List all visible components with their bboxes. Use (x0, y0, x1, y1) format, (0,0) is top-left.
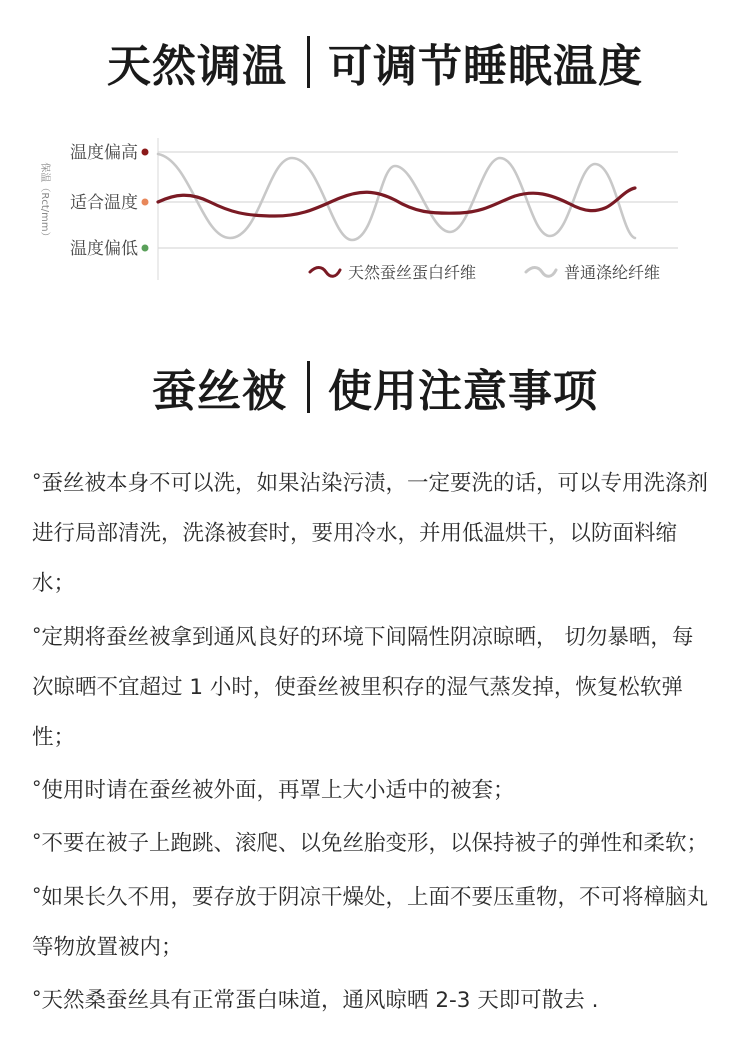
legend-swatch-polyester (526, 268, 556, 277)
temperature-chart (30, 120, 720, 295)
degree-mark: ° (32, 987, 42, 1010)
section-title-usage-notes (0, 355, 750, 419)
note-text: 蚕丝被本身不可以洗，如果沾染污渍，一定要洗的话，可以专用洗涤剂进行局部清洗，洗涤被套时，要用冷水，并用低温烘干，以防面料缩水； (32, 471, 709, 597)
section-title-temperature (0, 30, 750, 94)
usage-notes-list (32, 456, 712, 1026)
temperature-chart-svg (30, 120, 720, 295)
note-text: 如果长久不用，要存放于阴凉干燥处，上面不要压重物，不可将樟脑丸等物放置被内； (32, 884, 709, 960)
degree-mark: ° (32, 883, 42, 906)
note-item (32, 816, 712, 869)
note-item (32, 456, 712, 610)
y-level-label: 温度偏高 (70, 143, 138, 163)
title-divider (307, 36, 310, 88)
title-left-text: 蚕丝被 (152, 366, 287, 417)
title-right-text: 使用注意事项 (328, 366, 598, 417)
y-axis-labels (70, 143, 149, 259)
degree-mark: ° (32, 777, 42, 800)
note-text: 天然桑蚕丝具有正常蛋白味道，通风晾晒 2-3 天即可散去 . (41, 988, 599, 1014)
note-item (32, 610, 712, 764)
y-level-dot (142, 149, 149, 156)
y-level-label: 温度偏低 (70, 239, 138, 259)
title-right-text: 可调节睡眠温度 (328, 41, 643, 92)
note-text: 使用时请在蚕丝被外面，再罩上大小适中的被套； (41, 778, 515, 804)
note-item (32, 763, 712, 816)
y-level-dot (142, 245, 149, 252)
chart-legend (310, 263, 660, 282)
y-level-label: 适合温度 (70, 193, 138, 213)
legend-label-silk: 天然蚕丝蛋白纤维 (348, 263, 477, 282)
degree-mark: ° (32, 470, 42, 492)
note-text: 不要在被子上跑跳、滚爬、以免丝胎变形，以保持被子的弹性和柔软； (41, 831, 709, 857)
degree-mark: ° (32, 830, 42, 853)
degree-mark: ° (32, 623, 42, 646)
legend-swatch-silk (310, 268, 340, 277)
y-axis-title: 保温（Rct/mm） (39, 162, 50, 242)
note-text: 定期将蚕丝被拿到通风良好的环境下间隔性阴凉晾晒， 切勿暴晒，每次晾晒不宜超过 1 小时，使蚕丝被里积存的湿气蒸发掉，恢复松软弹性； (32, 624, 694, 751)
legend-label-polyester: 普通涤纶纤维 (564, 263, 661, 282)
y-level-dot (142, 199, 149, 206)
note-item (32, 870, 712, 973)
title-left-text: 天然调温 (107, 41, 287, 92)
series-line-polyester (158, 154, 635, 240)
series-lines (158, 154, 635, 240)
title-divider (307, 361, 310, 413)
note-item (32, 973, 712, 1026)
